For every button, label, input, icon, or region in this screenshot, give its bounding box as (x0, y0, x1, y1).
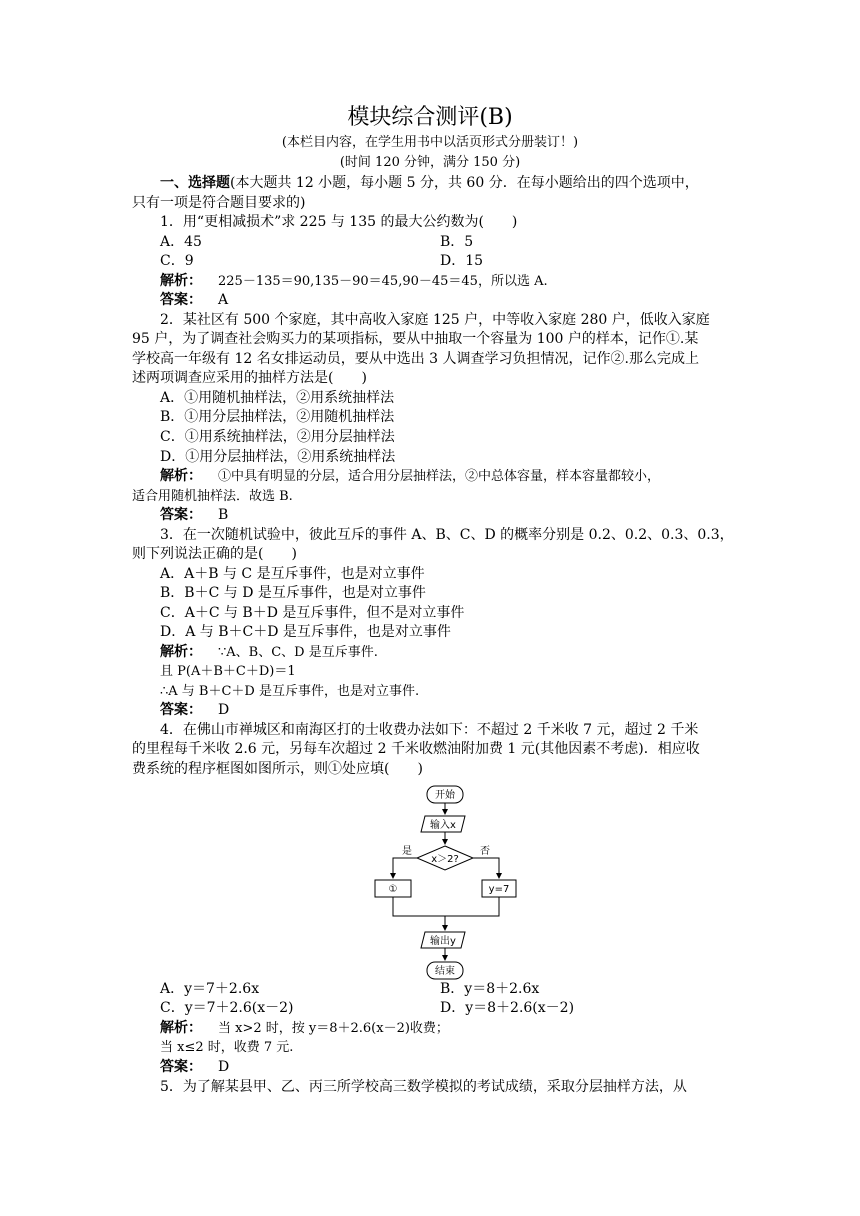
q3-analysis-cont-2: ∴A 与 B＋C＋D 是互斥事件，也是对立事件. (160, 684, 420, 699)
q4-stem-3: 费系统的程序框图如图所示，则①处应填( ) (132, 761, 423, 777)
flowchart (360, 782, 520, 980)
q2-stem-1: 2．某社区有 500 个家庭，其中高收入家庭 125 户，中等收入家庭 280 户，低收入家庭 (160, 312, 710, 328)
q1-analysis-text: 225－135＝90,135－90＝45,90－45＝45，所以选 A. (218, 274, 548, 289)
answer-label: 答案： (160, 292, 202, 308)
q1-answer-text: A (218, 292, 229, 308)
q2-analysis-text: ①中具有明显的分层，适合用分层抽样法，②中总体容量，样本容量都较小， (218, 469, 661, 484)
flow-no-label: 否 (480, 846, 490, 857)
q3-option-b: B．B＋C 与 D 是互斥事件，也是对立事件 (160, 585, 426, 601)
q2-analysis (160, 467, 760, 486)
section-desc-cont: 只有一项是符合题目要求的) (132, 195, 306, 211)
analysis-label: 解析： (160, 468, 202, 484)
q2-stem-3: 学校高一年级有 12 名女排运动员，要从中选出 3 人调查学习负担情况，记作②.那么完成上 (132, 351, 699, 367)
q4-option-d: D．y＝8＋2.6(x－2) (440, 1000, 575, 1016)
q3-answer-text: D (218, 702, 230, 718)
flow-yes-branch (393, 858, 417, 878)
q3-stem-2: 则下列说法正确的是( ) (132, 546, 297, 562)
q2-stem-4: 述两项调查应采用的抽样方法是( ) (132, 370, 367, 386)
answer-label: 答案： (160, 507, 202, 523)
section-heading-line (160, 174, 760, 193)
q2-stem-2: 95 户，为了调查社会购买力的某项指标，要从中抽取一个容量为 100 户的样本，记作①.某 (132, 331, 699, 347)
section-heading: 一、选择题 (160, 175, 230, 191)
q2-answer (160, 506, 760, 525)
flow-cond-text: x＞2? (431, 854, 459, 865)
q4-option-a: A．y＝7＋2.6x (160, 981, 260, 997)
q3-option-d: D．A 与 B＋C＋D 是互斥事件，也是对立事件 (160, 624, 451, 640)
q1-option-a: A．45 (160, 234, 202, 250)
q4-stem-1: 4．在佛山市禅城区和南海区打的士收费办法如下：不超过 2 千米收 7 元，超过 2 千米 (160, 722, 699, 738)
analysis-label: 解析： (160, 1020, 202, 1036)
q1-option-b: B．5 (440, 234, 474, 250)
flow-output-text: 输出y (430, 936, 456, 947)
q5-stem-1: 5．为了解某县甲、乙、丙三所学校高三数学模拟的考试成绩，采取分层抽样方法，从 (160, 1079, 687, 1095)
answer-label: 答案： (160, 1059, 202, 1075)
q3-analysis-cont-1: 且 P(A＋B＋C＋D)＝1 (160, 664, 296, 679)
flow-no-branch (473, 858, 499, 878)
q4-analysis-text: 当 x>2 时，按 y＝8＋2.6(x－2)收费； (218, 1021, 449, 1036)
flow-input-text: 输入x (430, 820, 456, 831)
q1-stem: 1．用“更相减损术”求 225 与 135 的最大公约数为( ) (160, 214, 518, 230)
q2-option-c: C．①用系统抽样法，②用分层抽样法 (160, 429, 395, 445)
binding-note: (本栏目内容，在学生用书中以活页形式分册装订！) (281, 135, 579, 150)
page-title: 模块综合测评(B) (347, 105, 513, 130)
analysis-label: 解析： (160, 273, 202, 289)
q1-option-d: D．15 (440, 253, 484, 269)
q3-answer (160, 701, 760, 720)
flow-start-text: 开始 (435, 790, 455, 801)
flow-box1-text: ① (388, 884, 398, 895)
q4-answer (160, 1058, 760, 1077)
q2-answer-text: B (218, 507, 229, 523)
q4-analysis (160, 1019, 760, 1038)
q1-option-c: C．9 (160, 253, 194, 269)
flow-merge (393, 897, 499, 916)
q2-analysis-cont: 适合用随机抽样法．故选 B. (132, 489, 293, 504)
answer-label: 答案： (160, 702, 202, 718)
q3-analysis-text: ∵A、B、C、D 是互斥事件. (218, 645, 378, 660)
time-note: (时间 120 分钟，满分 150 分) (339, 155, 521, 170)
q4-option-c: C．y＝7＋2.6(x－2) (160, 1000, 294, 1016)
q1-answer (160, 291, 760, 310)
section-desc: (本大题共 12 小题，每小题 5 分，共 60 分．在每小题给出的四个选项中， (230, 175, 699, 191)
flow-yes-label: 是 (402, 846, 412, 857)
analysis-label: 解析： (160, 644, 202, 660)
q3-stem-1: 3．在一次随机试验中，彼此互斥的事件 A、B、C、D 的概率分别是 0.2、0.2、0.3、0.3， (160, 527, 734, 543)
q2-option-b: B．①用分层抽样法，②用随机抽样法 (160, 409, 395, 425)
q3-analysis (160, 643, 760, 662)
q4-analysis-cont: 当 x≤2 时，收费 7 元. (160, 1040, 294, 1055)
q4-answer-text: D (218, 1059, 230, 1075)
q2-option-a: A．①用随机抽样法，②用系统抽样法 (160, 390, 395, 406)
q1-analysis (160, 272, 760, 291)
q4-option-b: B．y＝8＋2.6x (440, 981, 540, 997)
flow-box2-text: y=7 (488, 884, 510, 895)
q4-stem-2: 的里程每千米收 2.6 元，另每车次超过 2 千米收燃油附加费 1 元(其他因素不考虑)．相应收 (132, 741, 700, 757)
q2-option-d: D．①用分层抽样法，②用系统抽样法 (160, 449, 396, 465)
flow-end-text: 结束 (435, 966, 455, 977)
q3-option-a: A．A＋B 与 C 是互斥事件，也是对立事件 (160, 566, 425, 582)
q3-option-c: C．A＋C 与 B＋D 是互斥事件，但不是对立事件 (160, 605, 465, 621)
